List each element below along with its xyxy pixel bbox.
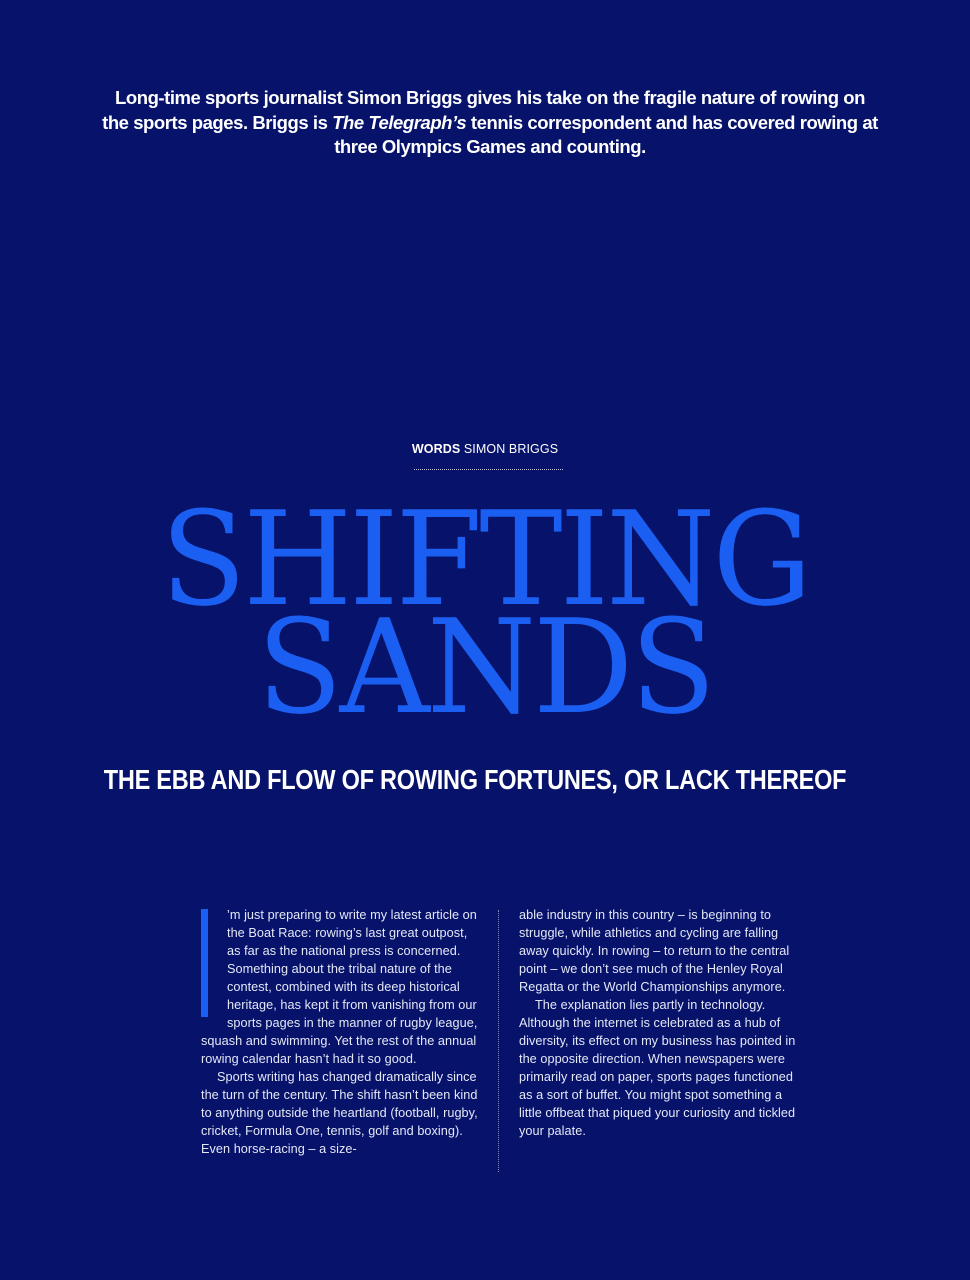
standfirst-text: Long-time sports journalist Simon Briggs gives his take on the fragile nature of rowing on the sports pages. Briggs is bbox=[102, 87, 865, 133]
byline-label: WORDS bbox=[411, 442, 461, 456]
body-paragraph-3: able industry in this country – is beginning to struggle, while athletics and cycling are falling away quickly. In rowing – to return to the central point – we don’t see much of the Henley Royal Regatta or the World Championships anymore. bbox=[519, 908, 790, 994]
body-paragraph-2: Sports writing has changed dramatically since the turn of the century. The shift hasn’t been kind to anything outside the heartland (football, rugby, cricket, Formula One, tennis, golf and boxing). Even horse-racing – a size- bbox=[201, 1070, 478, 1156]
subheading: THE EBB AND FLOW OF ROWING FORTUNES, OR LACK THEREOF bbox=[103, 764, 847, 795]
body-column-left bbox=[201, 906, 479, 1158]
publication-name: The Telegraph’s bbox=[332, 111, 467, 133]
headline-line-1: SHIFTING bbox=[160, 483, 810, 635]
byline bbox=[0, 442, 970, 456]
headline bbox=[19, 483, 950, 743]
byline-author: SIMON BRIGGS bbox=[463, 442, 559, 456]
headline-line-2: SANDS bbox=[257, 591, 713, 743]
body-column-right bbox=[519, 906, 797, 1140]
standfirst-text-end: tennis correspondent and has covered rowing at three Olympics Games and counting. bbox=[334, 111, 878, 157]
byline-divider bbox=[414, 469, 563, 470]
body-paragraph-4: The explanation lies partly in technology. Although the internet is celebrated as a hub of diversity, its effect on my business has pointed in the opposite direction. When newspapers were primarily read on paper, sports pages functioned as a sort of buffet. You might spot something a little offbeat that piqued your curiosity and tickled your palate. bbox=[519, 998, 796, 1138]
body-paragraph-1: ’m just preparing to write my latest article on the Boat Race: rowing’s last great outpost, as far as the national press is concerned. Something about the tribal nature of the contest, combined with its deep historical heritage, has kept it from vanishing from our sports pages in the manner of rugby league, squash and swimming. Yet the rest of the annual rowing calendar hasn’t had it so good. bbox=[201, 908, 478, 1066]
drop-cap-i bbox=[201, 909, 208, 1017]
column-divider bbox=[498, 910, 499, 1172]
standfirst bbox=[100, 86, 880, 160]
